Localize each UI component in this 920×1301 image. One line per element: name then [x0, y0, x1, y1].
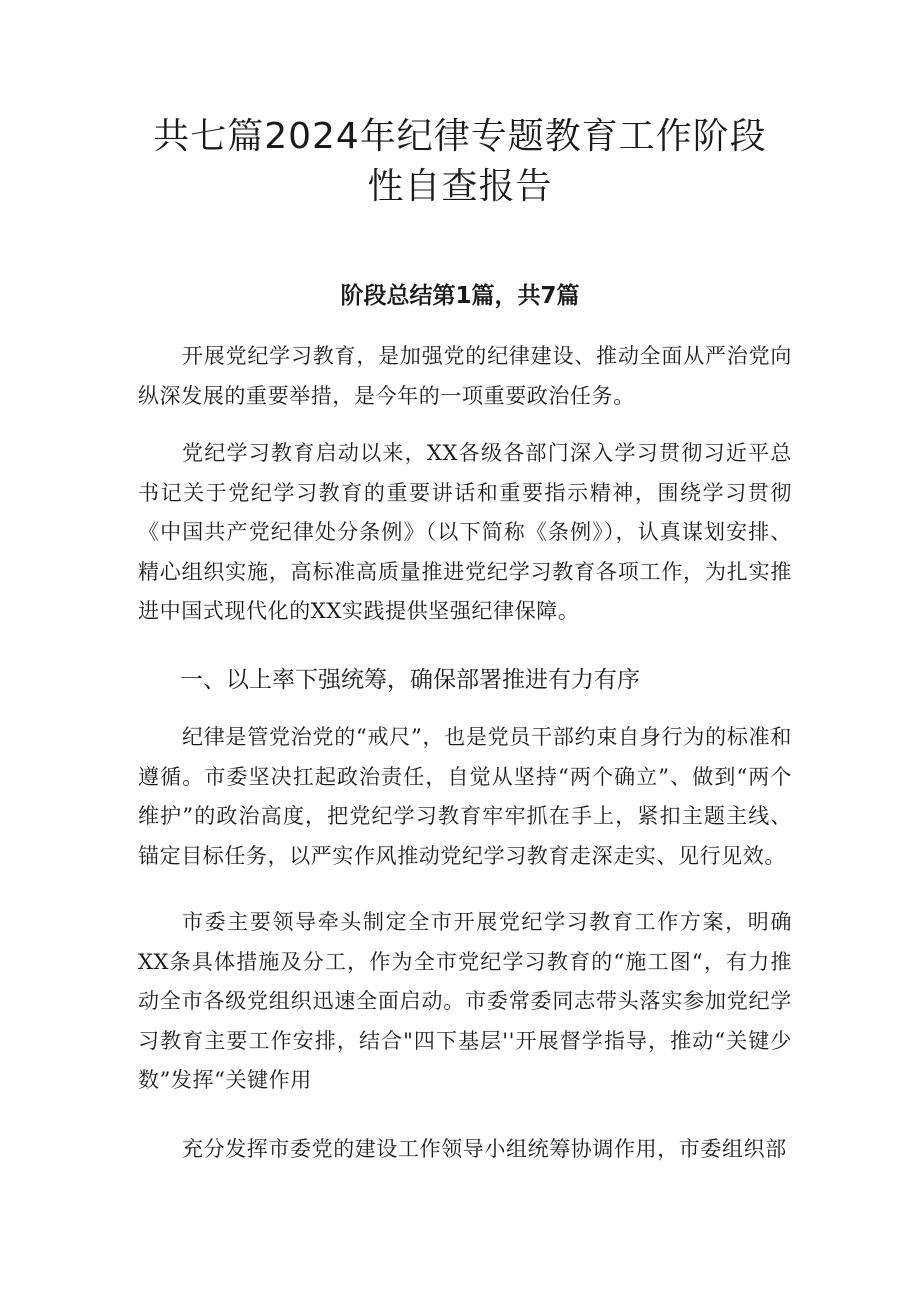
document-title: 共七篇2024年纪律专题教育工作阶段性自查报告 — [153, 116, 767, 207]
document-subtitle: 阶段总结第1篇，共7篇 — [340, 283, 580, 309]
section-paragraph: 市委主要领导牵头制定全市开展党纪学习教育工作方案，明确XX条具体措施及分工，作为全市党纪学习教育的“施工图“，有力推动全市各级党组织迅速全面启动。市委常委同志带头落实参加党纪学习教育主要工作安排，结合"四下基层''开展督学指导，推动“关键少数”发挥“关键作用 — [138, 910, 792, 1092]
intro-paragraph: 开展党纪学习教育，是加强党的纪律建设、推动全面从严治党向纵深发展的重要举措，是今年的一项重要政治任务。 — [138, 344, 792, 408]
section-paragraph: 充分发挥市委党的建设工作领导小组统筹协调作用，市委组织部 — [182, 1137, 787, 1161]
section-paragraph: 纪律是管党治党的“戒尺”，也是党员干部约束自身行为的标准和遵循。市委坚决扛起政治责任，自觉从坚持“两个确立”、做到“两个维护”的政治高度，把党纪学习教育牢牢抓在手上，紧扣主题主线、锚定目标任务，以严实作风推动党纪学习教育走深走实、见行见效。 — [138, 725, 792, 868]
section-heading: 一、以上率下强统筹，确保部署推进有力有序 — [180, 667, 640, 693]
intro-paragraph: 党纪学习教育启动以来，XX各级各部门深入学习贯彻习近平总书记关于党纪学习教育的重要讲话和重要指示精神，围绕学习贯彻《中国共产党纪律处分条例》（以下简称《条例》），认真谋划安排、精心组织实施，高标准高质量推进党纪学习教育各项工作，为扎实推进中国式现代化的XX实践提供坚强纪律保障。 — [138, 441, 792, 623]
